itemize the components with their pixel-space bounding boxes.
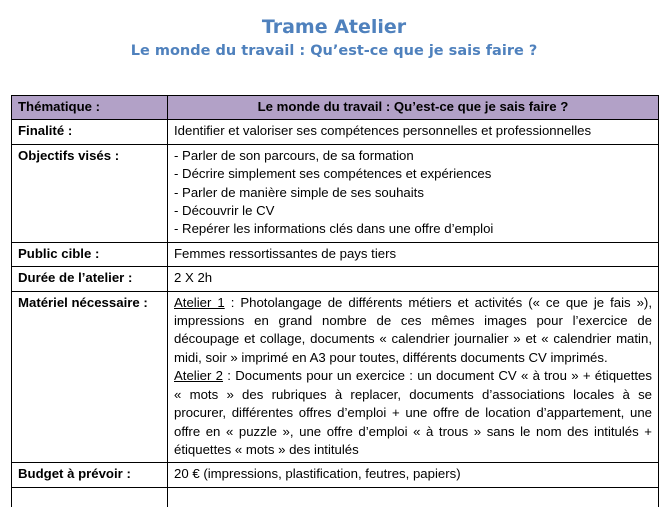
table-row-materiel xyxy=(12,291,659,463)
table-row-thematique xyxy=(12,96,659,120)
budget-label: Budget à prévoir : xyxy=(12,463,168,487)
atelier2-text: : Documents pour un exercice : un document CV « à trou » + étiquettes « mots » des rubriques à replacer, documents d’associations locales à se procurer, différentes offres d’emploi + une offre de location d’appartement, une offre en « puzzle », une offre d’emploi « à trous » sans le nom des intitulés + étiquettes « mots » des intitulés xyxy=(174,368,652,457)
list-item: - Décrire simplement ses compétences et expériences xyxy=(174,166,492,182)
list-item: - Parler de son parcours, de sa formation xyxy=(174,147,414,163)
table-row-finalite xyxy=(12,120,659,144)
table-row-duree xyxy=(12,267,659,291)
list-item: - Découvrir le CV xyxy=(174,203,275,219)
document-title: Trame Atelier xyxy=(261,16,407,38)
table-row-cut xyxy=(12,487,659,507)
cut-cell-left xyxy=(12,487,168,507)
budget-value: 20 € (impressions, plastification, feutres, papiers) xyxy=(168,463,659,487)
finalite-value: Identifier et valoriser ses compétences personnelles et professionnelles xyxy=(168,120,659,144)
list-item: - Parler de manière simple de ses souhaits xyxy=(174,184,424,200)
table-row-public xyxy=(12,242,659,266)
atelier2-paragraph xyxy=(174,367,652,459)
public-label: Public cible : xyxy=(12,242,168,266)
thematique-label: Thématique : xyxy=(12,96,168,120)
document-subtitle: Le monde du travail : Qu’est-ce que je sais faire ? xyxy=(130,43,538,59)
objectifs-label: Objectifs visés : xyxy=(12,144,168,242)
public-value: Femmes ressortissantes de pays tiers xyxy=(168,242,659,266)
atelier2-title: Atelier 2 xyxy=(174,368,223,384)
thematique-value: Le monde du travail : Qu’est-ce que je sais faire ? xyxy=(168,96,659,120)
finalite-label: Finalité : xyxy=(12,120,168,144)
list-item: - Repérer les informations clés dans une offre d’emploi xyxy=(174,221,494,237)
cut-cell-right xyxy=(168,487,659,507)
table-row-budget xyxy=(12,463,659,487)
duree-value: 2 X 2h xyxy=(168,267,659,291)
atelier1-text: : Photolangage de différents métiers et activités (« ce que je fais »), impressions en grand nombre de ces mêmes images pour l’exercice de découpage et collage, documents « calendrier journalier » et « calendrier matin, midi, soir » imprimé en A3 pour toutes, différents documents CV imprimés. xyxy=(174,294,652,365)
table-row-objectifs xyxy=(12,144,659,242)
duree-label: Durée de l’atelier : xyxy=(12,267,168,291)
atelier1-paragraph xyxy=(174,294,652,368)
materiel-value xyxy=(168,291,659,463)
materiel-label: Matériel nécessaire : xyxy=(12,291,168,463)
atelier1-title: Atelier 1 xyxy=(174,294,225,310)
objectifs-list xyxy=(168,144,659,242)
workshop-table xyxy=(11,95,659,507)
